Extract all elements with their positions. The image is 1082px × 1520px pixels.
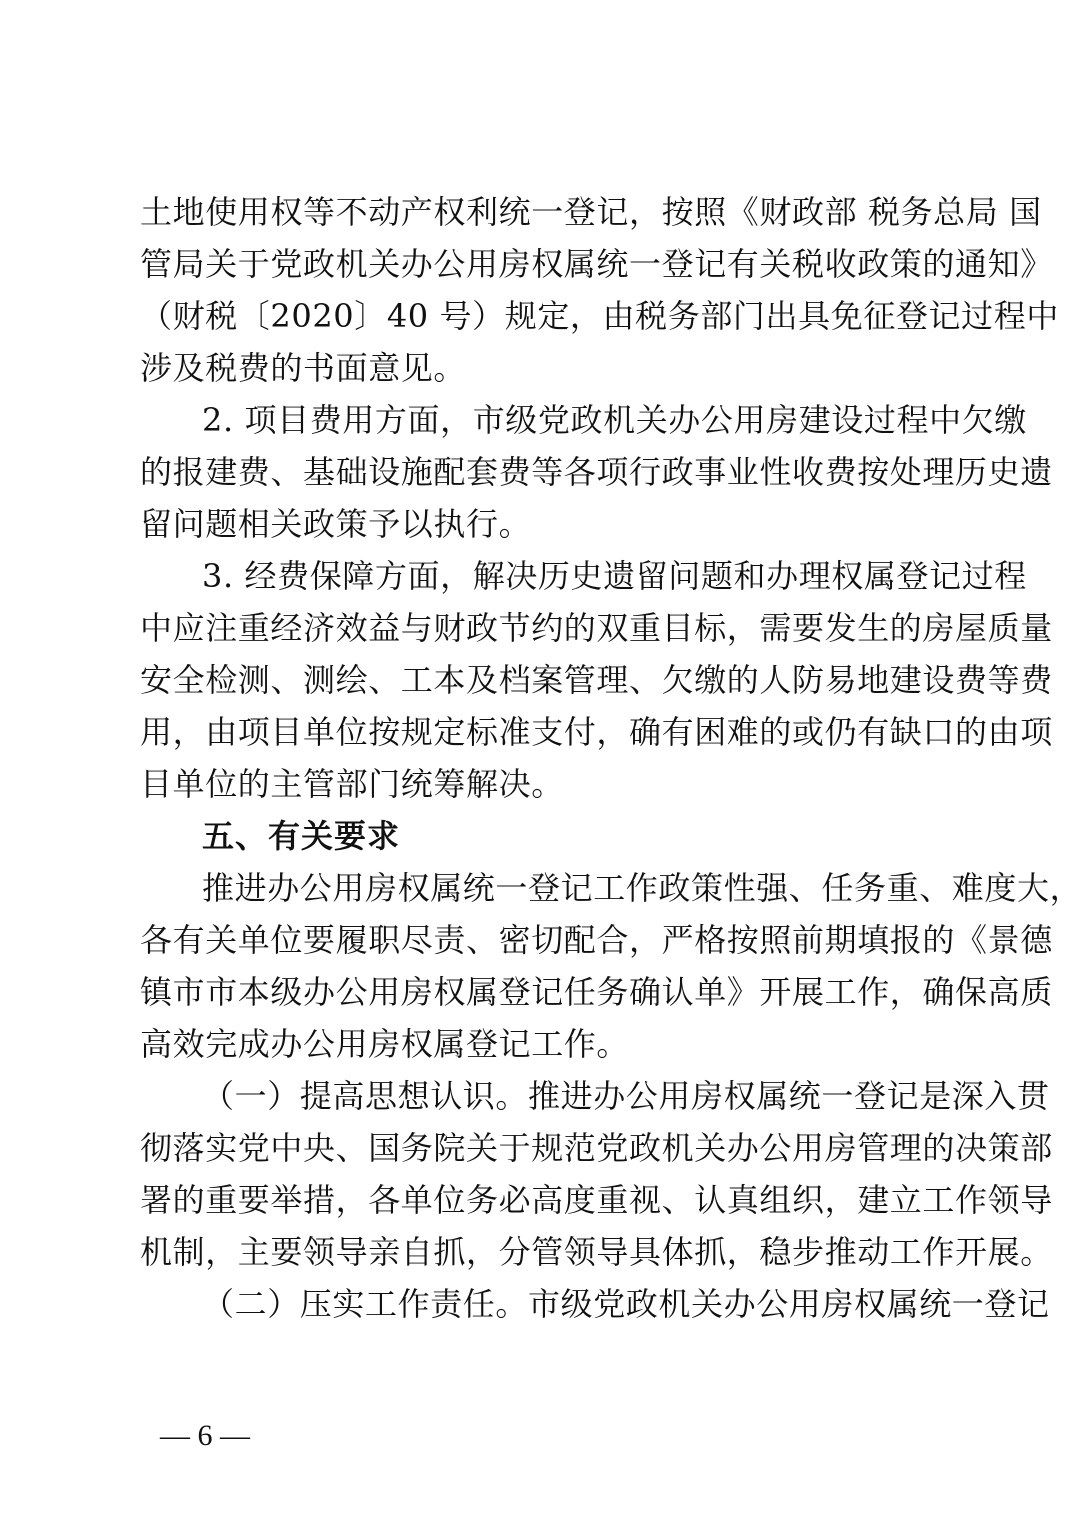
page-number: — 6 — bbox=[160, 1419, 250, 1452]
body-text-line: 管局关于党政机关办公用房权属统一登记有关税收政策的通知》 bbox=[140, 245, 1053, 283]
body-text-line: 目单位的主管部门统筹解决。 bbox=[140, 765, 564, 803]
body-text-line: 中应注重经济效益与财政节约的双重目标，需要发生的房屋质量 bbox=[140, 609, 1053, 647]
body-text-line: （一）提高思想认识。推进办公用房权属统一登记是深入贯 bbox=[202, 1077, 1050, 1115]
section-heading: 五、有关要求 bbox=[202, 817, 401, 855]
body-text-line: 用，由项目单位按规定标准支付，确有困难的或仍有缺口的由项 bbox=[140, 713, 1053, 751]
body-text-line: 2. 项目费用方面，市级党政机关办公用房建设过程中欠缴 bbox=[202, 401, 1027, 439]
body-text-line: 3. 经费保障方面，解决历史遗留问题和办理权属登记过程 bbox=[202, 557, 1027, 595]
body-text-line: 土地使用权等不动产权利统一登记，按照《财政部 税务总局 国 bbox=[140, 193, 1042, 231]
body-text-line: 镇市市本级办公用房权属登记任务确认单》开展工作，确保高质 bbox=[140, 973, 1053, 1011]
body-text-line: （财税〔2020〕40 号）规定，由税务部门出具免征登记过程中 bbox=[140, 297, 1059, 335]
body-text-line: 推进办公用房权属统一登记工作政策性强、任务重、难度大， bbox=[202, 869, 1082, 907]
body-text-line: 的报建费、基础设施配套费等各项行政事业性收费按处理历史遗 bbox=[140, 453, 1053, 491]
body-text-line: 机制，主要领导亲自抓，分管领导具体抓，稳步推动工作开展。 bbox=[140, 1233, 1053, 1271]
body-text-line: 高效完成办公用房权属登记工作。 bbox=[140, 1025, 630, 1063]
body-text-line: 留问题相关政策予以执行。 bbox=[140, 505, 532, 543]
body-text-line: 署的重要举措，各单位务必高度重视、认真组织，建立工作领导 bbox=[140, 1181, 1053, 1219]
body-text-line: （二）压实工作责任。市级党政机关办公用房权属统一登记 bbox=[202, 1285, 1050, 1323]
body-text-line: 安全检测、测绘、工本及档案管理、欠缴的人防易地建设费等费 bbox=[140, 661, 1053, 699]
body-text-line: 各有关单位要履职尽责、密切配合，严格按照前期填报的《景德 bbox=[140, 921, 1053, 959]
body-text-line: 涉及税费的书面意见。 bbox=[140, 349, 467, 387]
body-text-line: 彻落实党中央、国务院关于规范党政机关办公用房管理的决策部 bbox=[140, 1129, 1053, 1167]
